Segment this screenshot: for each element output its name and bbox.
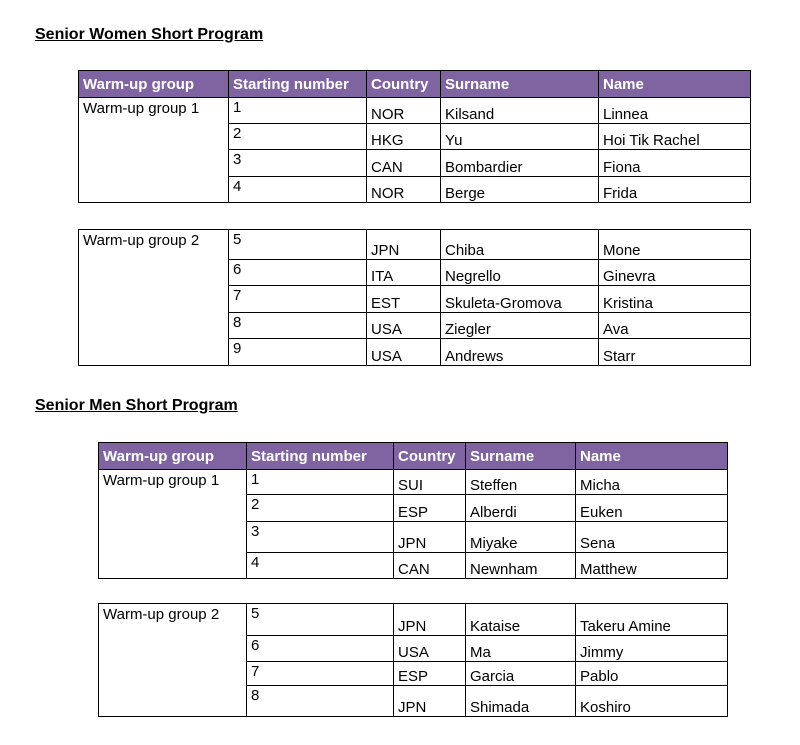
col-header-country: Country (367, 71, 441, 98)
col-header-surname: Surname (466, 443, 576, 470)
col-header-name: Name (576, 443, 728, 470)
surname-cell: Steffen (466, 470, 576, 495)
men-group2-table (98, 603, 728, 717)
country-cell: USA (367, 313, 441, 339)
starting-number-cell: 4 (229, 177, 367, 203)
country-cell: NOR (367, 98, 441, 124)
country-cell: ESP (394, 495, 466, 522)
header-row (99, 443, 728, 470)
surname-cell: Yu (441, 124, 599, 150)
warmup-group-cell: Warm-up group 2 (79, 230, 229, 366)
col-header-warmup-group: Warm-up group (79, 71, 229, 98)
table-row (99, 470, 728, 495)
name-cell: Starr (599, 339, 751, 366)
starting-number-cell: 1 (247, 470, 394, 495)
name-cell: Ava (599, 313, 751, 339)
warmup-group-cell: Warm-up group 1 (79, 98, 229, 203)
col-header-starting-number: Starting number (229, 71, 367, 98)
starting-number-cell: 5 (247, 604, 394, 636)
surname-cell: Bombardier (441, 150, 599, 177)
surname-cell: Berge (441, 177, 599, 203)
name-cell: Micha (576, 470, 728, 495)
starting-number-cell: 4 (247, 553, 394, 579)
col-header-warmup-group: Warm-up group (99, 443, 247, 470)
starting-number-cell: 7 (247, 662, 394, 686)
col-header-starting-number: Starting number (247, 443, 394, 470)
country-cell: ESP (394, 662, 466, 686)
name-cell: Ginevra (599, 260, 751, 286)
name-cell: Linnea (599, 98, 751, 124)
starting-number-cell: 8 (229, 313, 367, 339)
surname-cell: Skuleta-Gromova (441, 286, 599, 313)
men-section-title: Senior Men Short Program (35, 397, 238, 414)
country-cell: USA (367, 339, 441, 366)
country-cell: CAN (394, 553, 466, 579)
starting-number-cell: 9 (229, 339, 367, 366)
name-cell: Sena (576, 522, 728, 553)
surname-cell: Ma (466, 636, 576, 662)
men-group1-table (98, 442, 728, 579)
country-cell: HKG (367, 124, 441, 150)
women-group1-table (78, 70, 751, 203)
women-section-title: Senior Women Short Program (35, 26, 264, 43)
surname-cell: Kataise (466, 604, 576, 636)
country-cell: JPN (394, 686, 466, 717)
surname-cell: Garcia (466, 662, 576, 686)
table-row (79, 98, 751, 124)
starting-number-cell: 8 (247, 686, 394, 717)
name-cell: Mone (599, 230, 751, 260)
col-header-name: Name (599, 71, 751, 98)
table-row (99, 604, 728, 636)
starting-number-cell: 6 (247, 636, 394, 662)
country-cell: USA (394, 636, 466, 662)
country-cell: CAN (367, 150, 441, 177)
name-cell: Jimmy (576, 636, 728, 662)
starting-number-cell: 2 (247, 495, 394, 522)
country-cell: ITA (367, 260, 441, 286)
name-cell: Pablo (576, 662, 728, 686)
name-cell: Takeru Amine (576, 604, 728, 636)
name-cell: Frida (599, 177, 751, 203)
country-cell: NOR (367, 177, 441, 203)
country-cell: EST (367, 286, 441, 313)
surname-cell: Kilsand (441, 98, 599, 124)
warmup-group-cell: Warm-up group 2 (99, 604, 247, 717)
surname-cell: Newnham (466, 553, 576, 579)
col-header-surname: Surname (441, 71, 599, 98)
name-cell: Kristina (599, 286, 751, 313)
country-cell: JPN (394, 522, 466, 553)
name-cell: Euken (576, 495, 728, 522)
surname-cell: Andrews (441, 339, 599, 366)
country-cell: JPN (367, 230, 441, 260)
surname-cell: Chiba (441, 230, 599, 260)
surname-cell: Ziegler (441, 313, 599, 339)
table-row (79, 230, 751, 260)
name-cell: Matthew (576, 553, 728, 579)
name-cell: Koshiro (576, 686, 728, 717)
starting-number-cell: 3 (229, 150, 367, 177)
starting-number-cell: 2 (229, 124, 367, 150)
col-header-country: Country (394, 443, 466, 470)
surname-cell: Negrello (441, 260, 599, 286)
starting-number-cell: 6 (229, 260, 367, 286)
women-group2-table (78, 229, 751, 366)
surname-cell: Miyake (466, 522, 576, 553)
starting-number-cell: 1 (229, 98, 367, 124)
surname-cell: Shimada (466, 686, 576, 717)
starting-number-cell: 7 (229, 286, 367, 313)
starting-number-cell: 5 (229, 230, 367, 260)
country-cell: SUI (394, 470, 466, 495)
country-cell: JPN (394, 604, 466, 636)
header-row (79, 71, 751, 98)
name-cell: Hoi Tik Rachel (599, 124, 751, 150)
surname-cell: Alberdi (466, 495, 576, 522)
starting-number-cell: 3 (247, 522, 394, 553)
warmup-group-cell: Warm-up group 1 (99, 470, 247, 579)
name-cell: Fiona (599, 150, 751, 177)
